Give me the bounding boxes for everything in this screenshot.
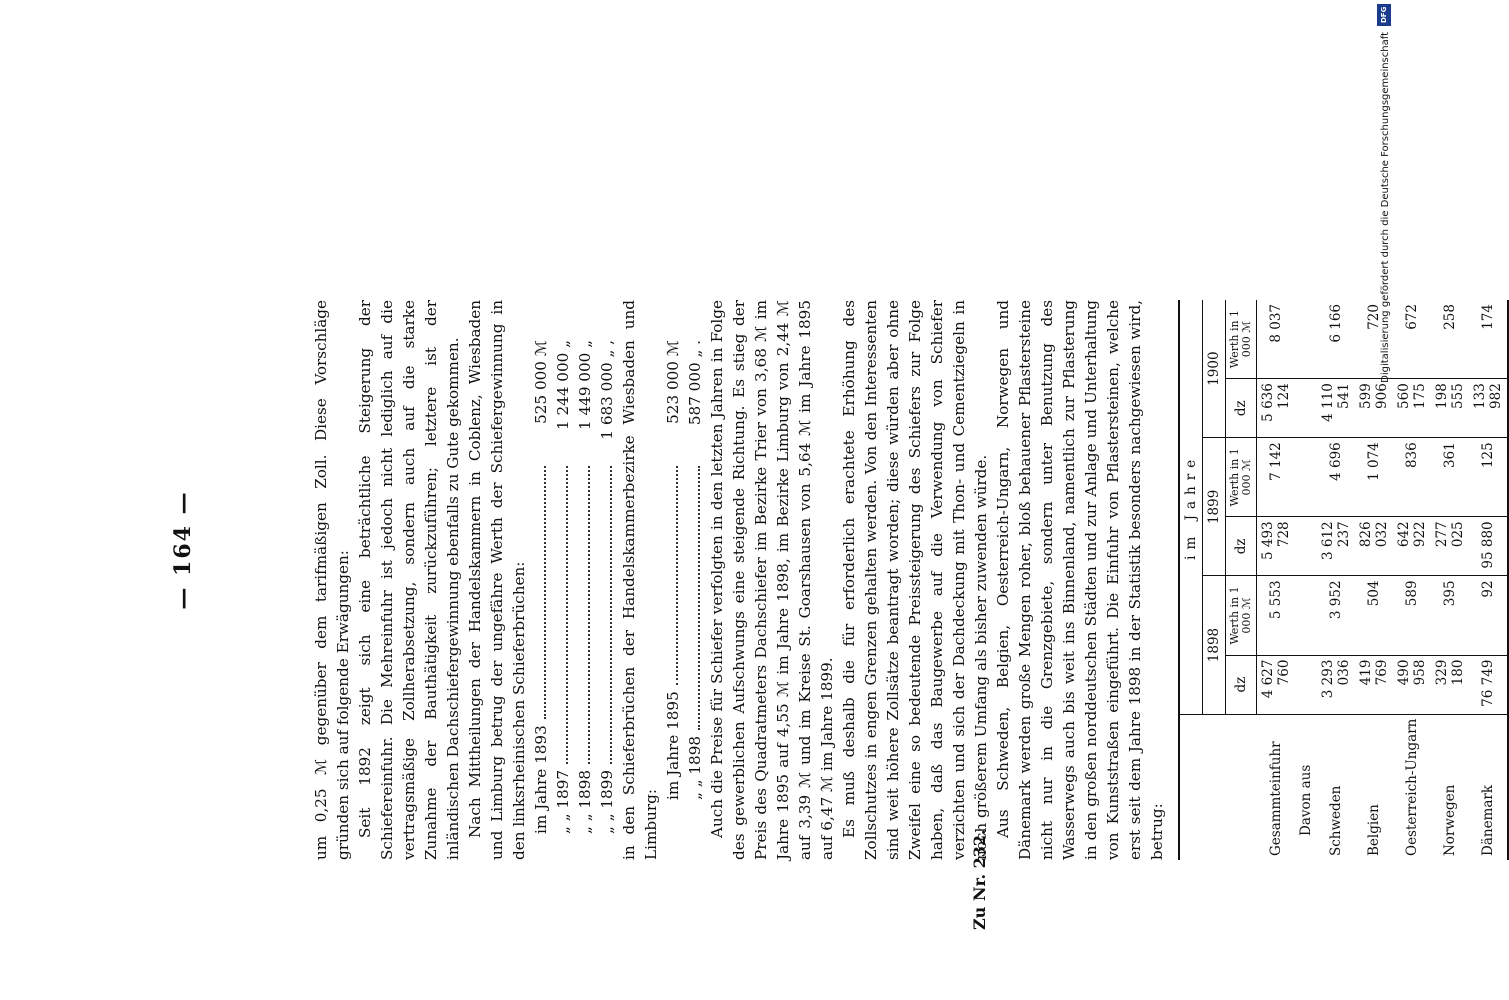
table-value: 589 xyxy=(1393,576,1431,655)
table-unit-value: Werth in 1 000 ℳ xyxy=(1226,438,1257,517)
table-row xyxy=(1431,300,1469,860)
paragraph-3: Nach Mittheilungen der Handelskammern in Coblenz, Wiesbaden und Limburg betrug der ungefähre Werth der Schiefergewinnung in den linksrheinischen Schieferbrüchen: xyxy=(466,300,528,860)
table-year-header: 1900 xyxy=(1203,300,1226,438)
table-value: 5 493 728 xyxy=(1257,517,1296,576)
list1-item: „ „ 1897 1 244 000 „ xyxy=(554,340,572,834)
side-note: Zu Nr. 232. xyxy=(970,829,989,930)
table-value: 4 696 xyxy=(1317,438,1355,517)
table-row-label: Belgien xyxy=(1366,804,1382,856)
table-value: 599 906 xyxy=(1355,379,1393,438)
table-value xyxy=(1295,300,1317,379)
table-unit-qty: dz xyxy=(1226,517,1257,576)
table-value: 836 xyxy=(1393,438,1431,517)
table-value: 8 037 xyxy=(1257,300,1296,379)
dfg-sidebar xyxy=(1375,0,1391,1000)
table-value: 329 180 xyxy=(1431,655,1469,714)
table-value: 4 627 760 xyxy=(1257,655,1296,714)
table-value xyxy=(1295,438,1317,517)
table-value: 6 166 xyxy=(1317,300,1355,379)
table-value: 672 xyxy=(1393,300,1431,379)
table-value xyxy=(1295,655,1317,714)
table-unit-qty: dz xyxy=(1226,379,1257,438)
table-row xyxy=(1393,300,1431,860)
table-row-label: Davon aus xyxy=(1298,764,1314,836)
dfg-credit: Digitalisierung gefördert durch die Deutsche Forschungsgemeinschaft xyxy=(1380,32,1391,383)
paragraph-5: Auch die Preise für Schiefer verfolgten in den letzten Jahren in Folge des gewerblichen Aufschwungs eine steigende Richtung. Es stieg der Preis des Quadratmeters Dachschiefer im Bezirke Trier von 3,68 ℳ im Jahre 1895 auf 4,55 ℳ im Jahre 1898, im Bezirke Limburg von 2,44 ℳ auf 3,39 ℳ und im Kreise St. Goarshausen von 5,64 ℳ im Jahre 1895 auf 6,47 ℳ im Jahre 1899. xyxy=(708,300,836,860)
table-row-label: Dänemark xyxy=(1469,714,1508,860)
table-row-label: Gesammteinfuhr xyxy=(1267,741,1284,856)
table-row-label: Oesterreich-Ungarn xyxy=(1404,718,1420,856)
table-value: 133 982 xyxy=(1469,379,1508,438)
table-value: 5 636 124 xyxy=(1257,379,1296,438)
table-value: 826 032 xyxy=(1355,517,1393,576)
table-value: 642 922 xyxy=(1393,517,1431,576)
table-value: 720 xyxy=(1355,300,1393,379)
list1-item: „ „ 1898 1 449 000 „ xyxy=(576,340,594,834)
list2-item: im Jahre 1895 523 000 ℳ xyxy=(664,340,682,800)
table-row xyxy=(1469,300,1508,860)
table-year-header: 1899 xyxy=(1203,438,1226,576)
table-header-row xyxy=(1179,300,1203,860)
table-row-label: Norwegen xyxy=(1442,784,1458,856)
paragraph-1: um 0,25 ℳ gegenüber dem tarifmäßigen Zoll. Diese Vorschläge gründen sich auf folgende Erwägungen: xyxy=(312,300,352,860)
table-corner xyxy=(1179,714,1257,860)
table-value: 4 110 541 xyxy=(1317,379,1355,438)
table-value xyxy=(1295,576,1317,655)
table-value: 490 958 xyxy=(1393,655,1431,714)
table-row xyxy=(1317,300,1355,860)
import-table xyxy=(1178,300,1509,860)
table-value: 3 293 036 xyxy=(1317,655,1355,714)
table-row-label: Schweden xyxy=(1328,785,1344,856)
table-value: 258 xyxy=(1431,300,1469,379)
table-value: 7 142 xyxy=(1257,438,1296,517)
table-value: 95 880 xyxy=(1469,517,1508,576)
table-value: 3 612 237 xyxy=(1317,517,1355,576)
paragraph-7: Aus Schweden, Belgien, Oesterreich-Ungarn, Norwegen und Dänemark werden große Mengen roher, bloß behauener Pflastersteine nicht nur in die Grenzgebiete, sondern unter Benutzung des Wasserwegs auch bis weit ins Binnenland, namentlich zur Pflasterung in den großen norddeutschen Städten und zur Anlage und Unterhaltung von Kunststraßen eingeführt. Die Einfuhr von Pflastersteinen, welche erst seit dem Jahre 1898 in der Statistik besonders nachgewiesen wird, betrug: xyxy=(994,300,1166,860)
table-value: 277 025 xyxy=(1431,517,1469,576)
table-year-header: 1898 xyxy=(1203,576,1226,714)
table-value: 92 xyxy=(1469,576,1508,655)
paragraph-4: in den Schieferbrüchen der Handelskammerbezirke Wiesbaden und Limburg: xyxy=(620,300,660,860)
dfg-logo: DFG xyxy=(1377,4,1391,26)
table-value: 125 xyxy=(1469,438,1508,517)
list1-item: „ „ 1899 1 683 000 „ , xyxy=(598,340,616,834)
table-value xyxy=(1295,379,1317,438)
table-value: 419 769 xyxy=(1355,655,1393,714)
table-value: 5 553 xyxy=(1257,576,1296,655)
table-value: 198 555 xyxy=(1431,379,1469,438)
table-value: 395 xyxy=(1431,576,1469,655)
table-unit-value: Werth in 1 000 ℳ xyxy=(1226,300,1257,379)
table-row-davon xyxy=(1295,300,1317,860)
table-value: 361 xyxy=(1431,438,1469,517)
table-value xyxy=(1295,517,1317,576)
list1-item: im Jahre 1893 525 000 ℳ xyxy=(532,340,550,834)
table-value: 76 749 xyxy=(1469,655,1508,714)
body-text xyxy=(310,300,1168,860)
table-value: 1 074 xyxy=(1355,438,1393,517)
paragraph-2: Seit 1892 zeigt sich eine beträchtliche Steigerung der Schiefereinfuhr. Die Mehreinfuhr ist jedoch nicht lediglich auf die vertragsmäßige Zollherabsetzung, sondern auch auf die starke Zunahme der Bauthätigkeit zurückzuführen; letztere ist der inländischen Dachschiefergewinnung ebenfalls zu Gute gekommen. xyxy=(356,300,462,860)
table-unit-value: Werth in 1 000 ℳ xyxy=(1226,576,1257,655)
table-value: 174 xyxy=(1469,300,1508,379)
paragraph-6: Es muß deshalb die für erforderlich erachtete Erhöhung des Zollschutzes in engen Grenzen gehalten werden. Von den Interessenten sind weit höhere Zollsätze beantragt worden; diese würden aber ohne Zweifel eine so bedeutende Preissteigerung des Schiefers zur Folge haben, daß das Baugewerbe auf die Verwendung von Schiefer verzichten und sich der Dachdeckung mit Thon- und Cementziegeln in noch größerem Umfang als bisher zuwenden würde. xyxy=(840,300,990,860)
table-unit-qty: dz xyxy=(1226,655,1257,714)
page-number: — 164 — xyxy=(170,490,196,610)
table-group-header: im Jahre xyxy=(1179,300,1203,714)
table-value: 560 175 xyxy=(1393,379,1431,438)
table-value: 504 xyxy=(1355,576,1393,655)
list2-item: „ „ 1898 587 000 „ . xyxy=(686,340,704,800)
table-value: 3 952 xyxy=(1317,576,1355,655)
table-row-total xyxy=(1257,300,1296,860)
